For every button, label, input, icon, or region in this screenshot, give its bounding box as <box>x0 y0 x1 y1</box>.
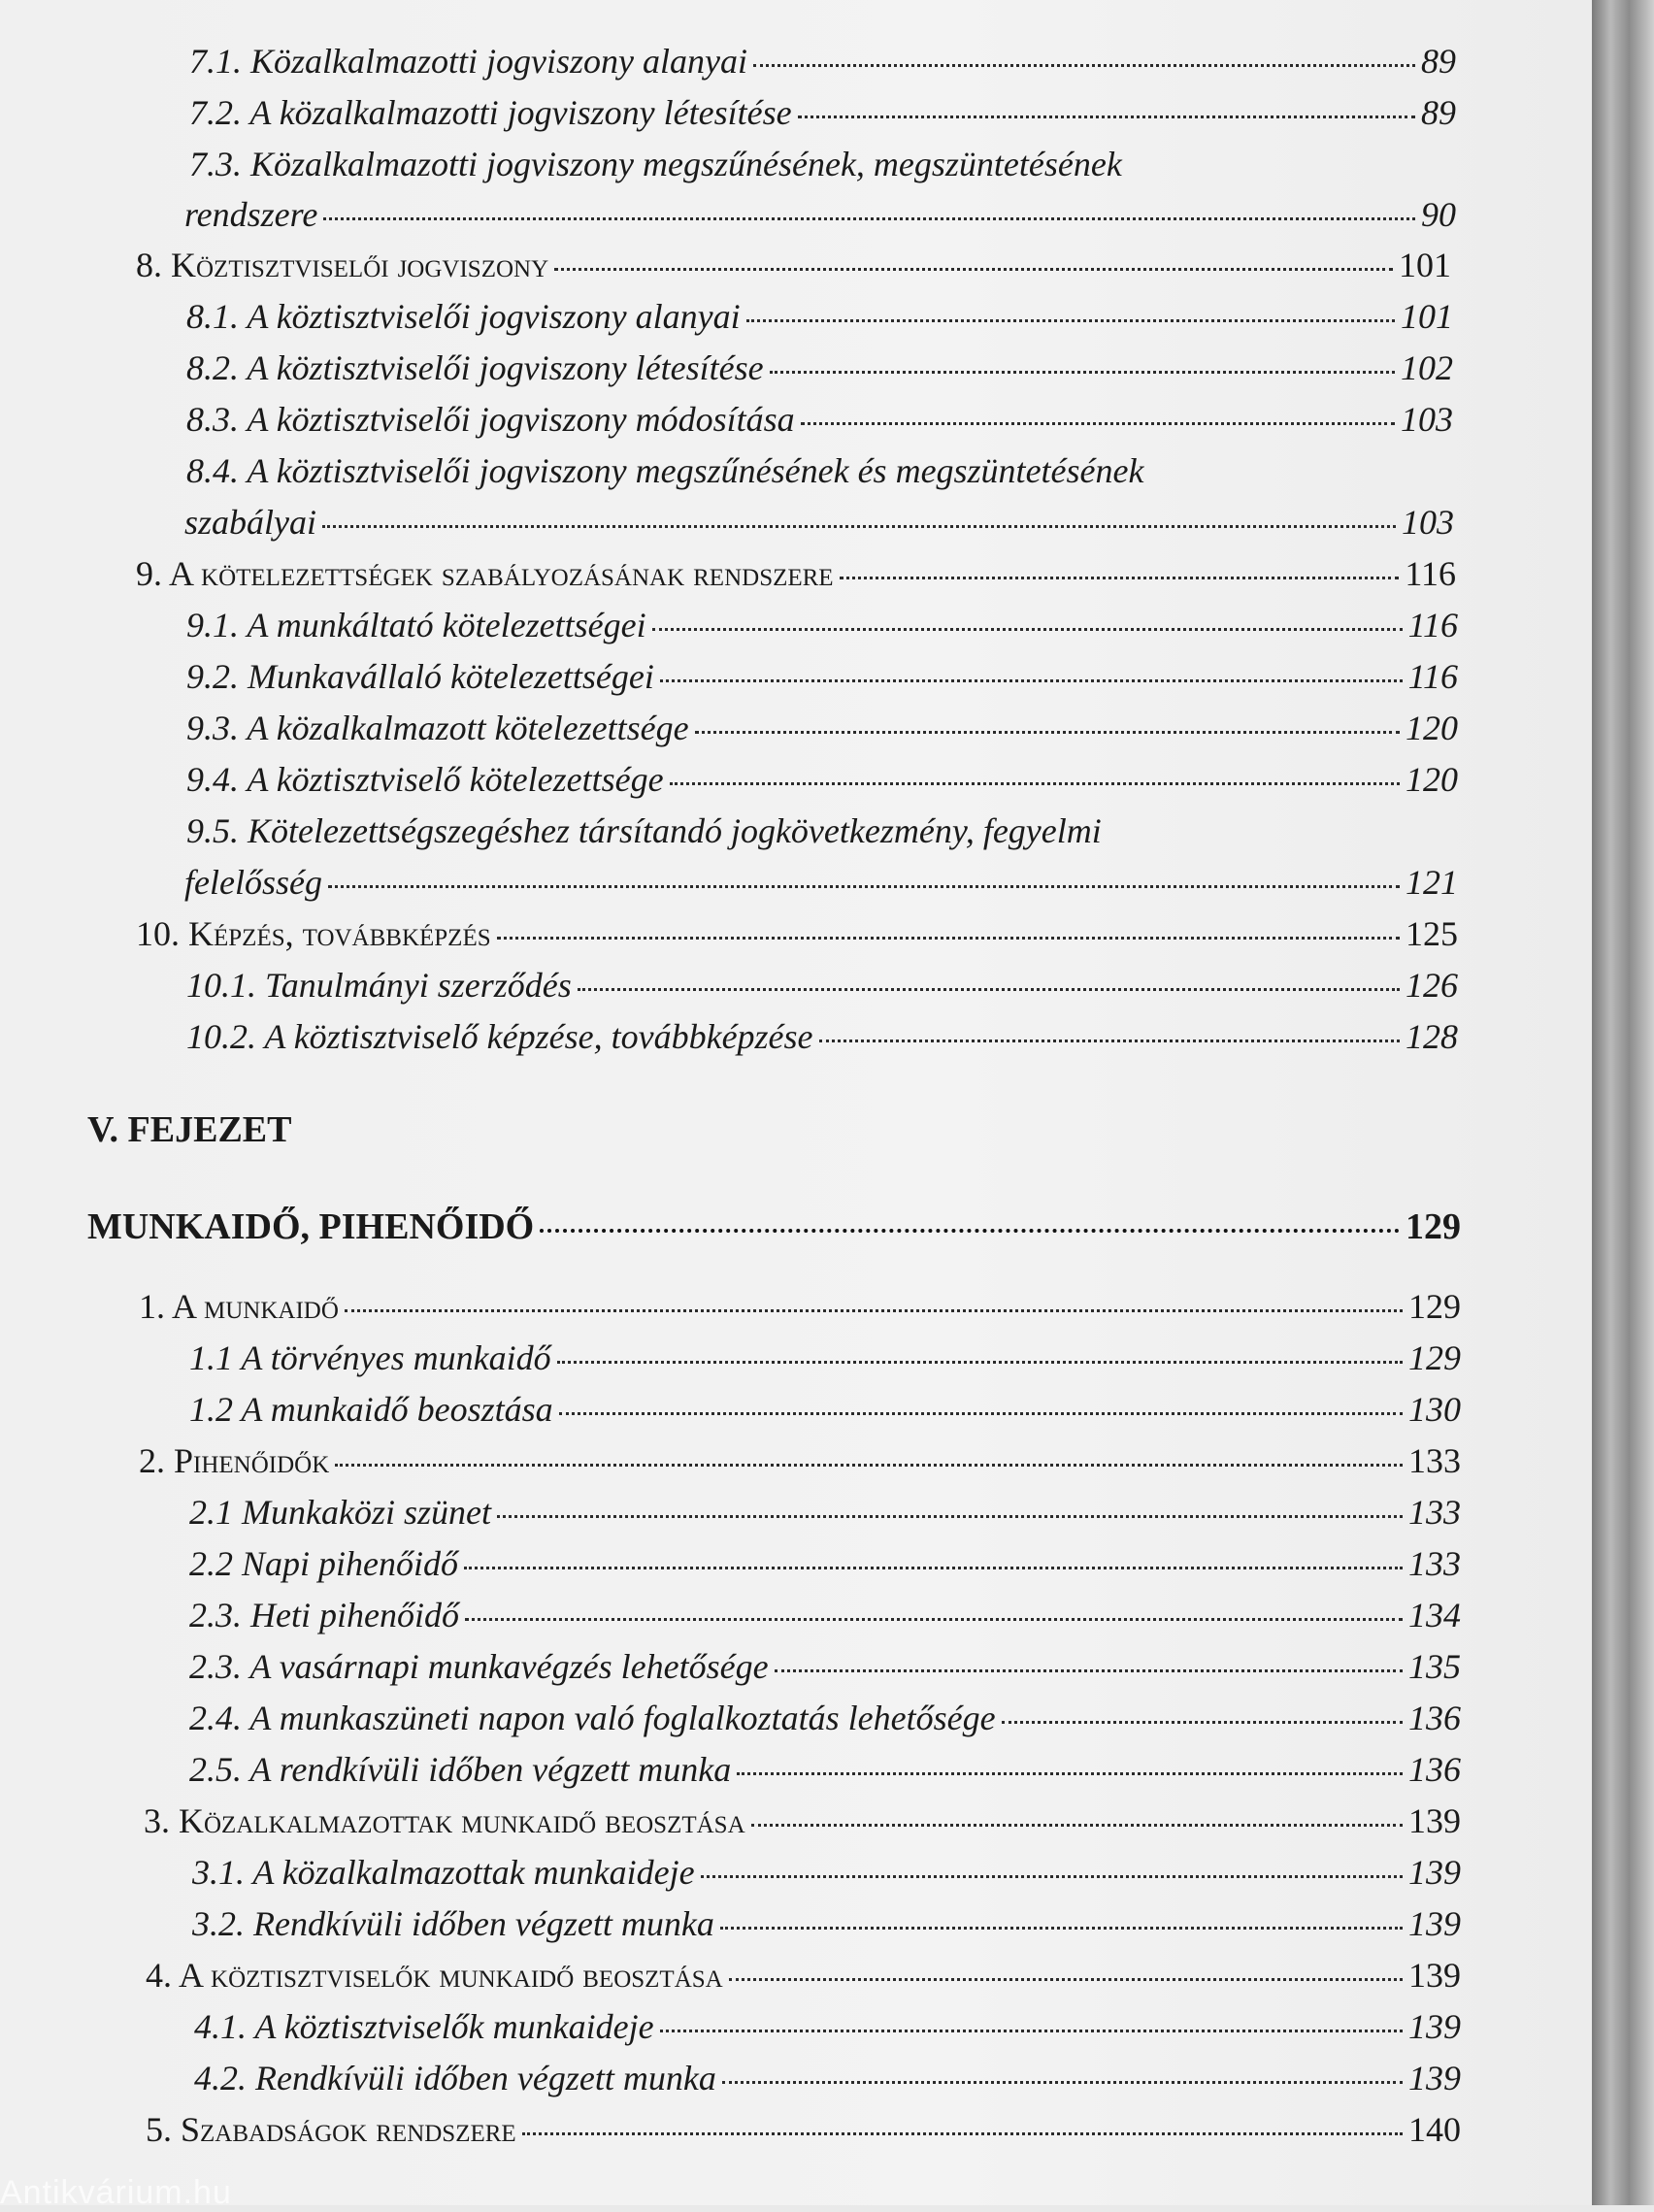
toc-entry: szabályai 103 <box>184 503 1454 542</box>
toc-entry: 7.2. A közalkalmazotti jogviszony létesítése 89 <box>189 93 1456 132</box>
toc-entry: 2.4. A munkaszüneti napon való foglalkoztatás lehetősége 136 <box>189 1699 1461 1737</box>
toc-entry: 3.1. A közalkalmazottak munkaideje 139 <box>192 1853 1461 1892</box>
toc-entry: 9.1. A munkáltató kötelezettségei 116 <box>186 606 1458 644</box>
toc-section: 3. Közalkalmazottak munkaidő beosztása 139 <box>144 1801 1461 1840</box>
watermark: Antikvárium.hu <box>0 2174 232 2211</box>
toc-section: 10. Képzés, továbbképzés 125 <box>136 914 1458 953</box>
toc-entry-line1: 8.4. A köztisztviselői jogviszony megszűnésének és megszüntetésének <box>186 451 1144 490</box>
toc-section: 8. Köztisztviselői jogviszony 101 <box>136 246 1451 284</box>
toc-entry: 2.3. A vasárnapi munkavégzés lehetősége 135 <box>189 1647 1461 1686</box>
toc-entry: 4.1. A köztisztviselők munkaideje 139 <box>194 2007 1461 2046</box>
chapter-title-entry: MUNKAIDŐ, PIHENŐIDŐ 129 <box>87 1206 1461 1247</box>
toc-entry: 3.2. Rendkívüli időben végzett munka 139 <box>192 1904 1461 1943</box>
toc-section: 2. Pihenőidők 133 <box>139 1441 1461 1480</box>
toc-entry: 9.4. A köztisztviselő kötelezettsége 120 <box>186 760 1458 799</box>
toc-entry: 4.2. Rendkívüli időben végzett munka 139 <box>194 2059 1461 2097</box>
toc-entry: 1.2 A munkaidő beosztása 130 <box>189 1390 1461 1429</box>
toc-entry: rendszere 90 <box>184 195 1456 234</box>
toc-entry: 2.3. Heti pihenőidő 134 <box>189 1596 1461 1634</box>
toc-entry: 2.5. A rendkívüli időben végzett munka 136 <box>189 1750 1461 1789</box>
toc-entry: 8.1. A köztisztviselői jogviszony alanyai 101 <box>186 297 1453 336</box>
page-edge <box>1592 0 1654 2205</box>
toc-entry: 9.2. Munkavállaló kötelezettségei 116 <box>186 657 1458 696</box>
toc-entry: 9.3. A közalkalmazott kötelezettsége 120 <box>186 709 1458 747</box>
toc-section: 9. A kötelezettségek szabályozásának rendszere 116 <box>136 554 1456 593</box>
toc-entry: 2.1 Munkaközi szünet 133 <box>189 1493 1461 1532</box>
toc-entry: 7.1. Közalkalmazotti jogviszony alanyai 89 <box>189 42 1456 81</box>
toc-section: 5. Szabadságok rendszere 140 <box>146 2110 1461 2149</box>
toc-section: 1. A munkaidő 129 <box>139 1287 1461 1326</box>
toc-entry: felelősség 121 <box>184 863 1458 902</box>
toc-entry: 1.1 A törvényes munkaidő 129 <box>189 1338 1461 1377</box>
toc-entry: 10.2. A köztisztviselő képzése, továbbképzése 128 <box>186 1017 1458 1056</box>
toc-section: 4. A köztisztviselők munkaidő beosztása 139 <box>146 1956 1461 1995</box>
toc-entry: 8.2. A köztisztviselői jogviszony létesítése 102 <box>186 348 1453 387</box>
toc-entry: 2.2 Napi pihenőidő 133 <box>189 1544 1461 1583</box>
chapter-heading: V. FEJEZET <box>87 1109 292 1150</box>
toc-entry-line1: 7.3. Közalkalmazotti jogviszony megszűnésének, megszüntetésének <box>189 145 1122 183</box>
toc-entry: 8.3. A köztisztviselői jogviszony módosítása 103 <box>186 400 1453 439</box>
toc-entry: 10.1. Tanulmányi szerződés 126 <box>186 966 1458 1005</box>
toc-entry-line1: 9.5. Kötelezettségszegéshez társítandó jogkövetkezmény, fegyelmi <box>186 811 1102 850</box>
